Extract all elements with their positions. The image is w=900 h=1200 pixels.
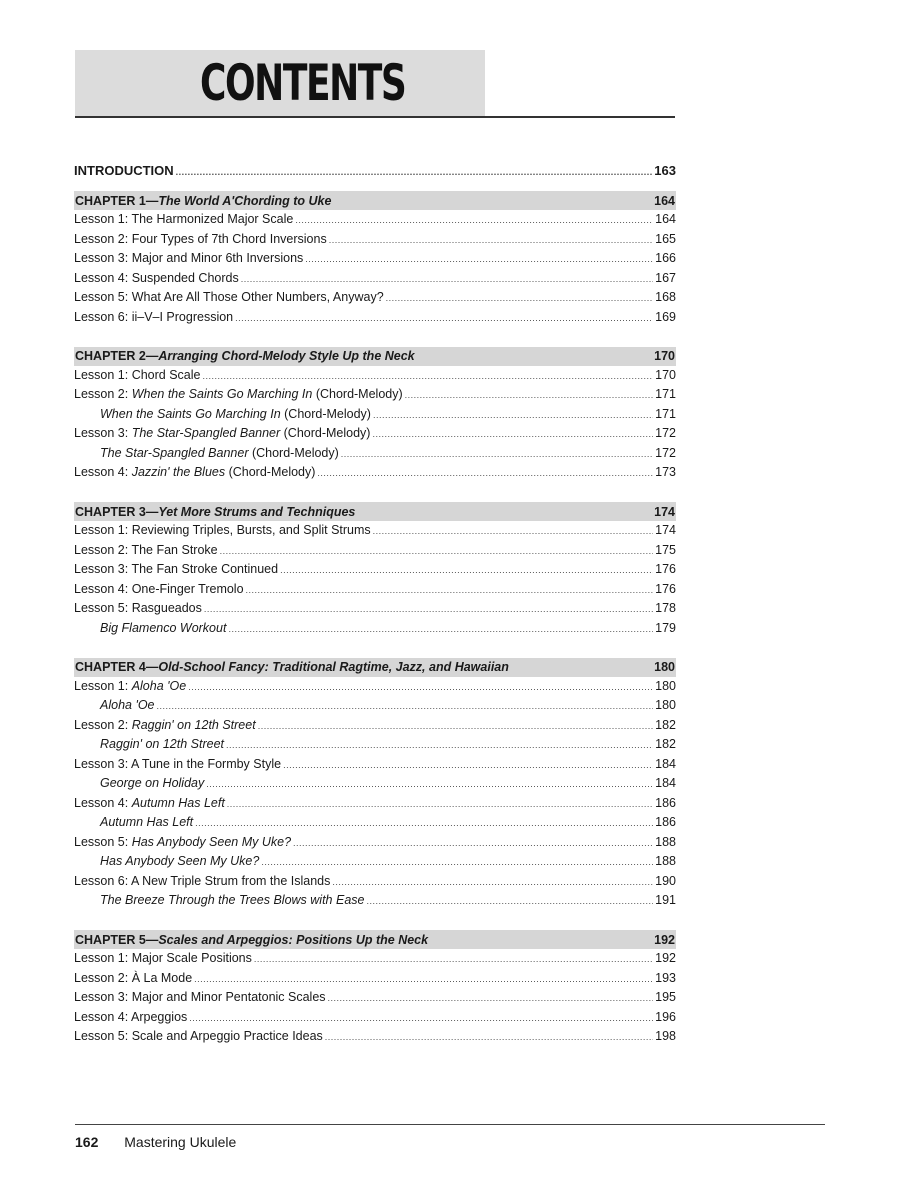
lesson-text: Reviewing Triples, Bursts, and Split Strums [131,523,371,537]
entry-title [74,249,303,269]
toc-entry[interactable] [74,735,676,755]
toc-entry[interactable] [74,249,676,269]
lesson-number: Lesson 2: [74,387,132,401]
entry-page: 182 [655,737,676,751]
introduction-page: 163 [654,163,676,178]
toc-entry[interactable] [74,969,676,989]
dot-leader [258,717,653,737]
lesson-number: Lesson 3: [74,251,132,265]
entry-title [74,269,239,289]
dot-leader [246,581,654,601]
toc-entry[interactable] [74,1008,676,1028]
entry-title [74,872,330,892]
entry-page: 190 [655,873,676,888]
chapter-dash: — [145,932,159,947]
chapter-heading[interactable] [74,502,676,521]
chapter-title [75,933,428,947]
dot-leader [226,736,653,756]
entry-page: 180 [655,678,676,693]
chapter-heading[interactable] [74,347,676,366]
chapter-heading[interactable] [74,930,676,949]
dot-leader [188,678,653,698]
song-title: Raggin' on 12th Street [131,717,256,732]
toc-entry[interactable] [74,385,676,405]
entry-page: 172 [655,426,676,440]
entry-page: 170 [655,367,676,382]
toc-entry[interactable] [74,521,676,541]
entry-title [74,949,252,969]
entry-page: 167 [655,270,676,285]
lesson-number: Lesson 1: [74,523,132,537]
song-title: Raggin' on 12th Street [100,737,224,751]
footer-rule [75,1124,825,1125]
toc-entry[interactable] [74,716,676,736]
song-title: George on Holiday [100,776,205,790]
entry-title [74,463,315,483]
entry-title [74,852,259,872]
dot-leader [386,289,653,309]
toc-entry[interactable] [74,891,676,911]
lesson-number: Lesson 4: [74,270,132,285]
entry-page: 188 [655,854,676,868]
entry-page: 168 [655,290,676,304]
page-title: CONTENTS [200,54,406,112]
entry-title [74,696,155,716]
entry-title [74,288,384,308]
chapter-dash: — [145,504,159,519]
dot-leader [241,270,653,290]
entry-page: 198 [655,1029,676,1043]
lesson-text: Suspended Chords [131,270,239,285]
toc-entry[interactable] [74,619,676,639]
dot-leader [204,600,653,620]
toc-entry[interactable] [74,794,676,814]
lesson-text: Chord Scale [131,367,201,382]
toc-entry[interactable] [74,230,676,250]
toc-entry[interactable] [74,949,676,969]
dot-leader [325,1028,653,1048]
dot-leader [227,795,653,815]
dot-leader [293,834,653,854]
entry-title [74,580,244,600]
dot-leader [280,561,653,581]
entry-page: 174 [655,523,676,537]
entry-page: 191 [655,893,676,907]
lesson-number: Lesson 2: [74,717,132,732]
dot-leader [305,250,653,270]
lesson-number: Lesson 1: [74,951,132,965]
chapter-label: CHAPTER 5 [75,932,146,947]
toc-entry[interactable] [74,405,676,425]
dot-leader [206,775,653,795]
toc-entry[interactable] [74,288,676,308]
toc-entry[interactable] [74,366,676,386]
lesson-text: Four Types of 7th Chord Inversions [131,231,327,246]
toc-entry[interactable] [74,872,676,892]
lesson-text: Major and Minor Pentatonic Scales [131,990,326,1004]
dot-leader [202,367,653,387]
entry-title [74,619,226,639]
entry-page: 195 [655,990,676,1004]
lesson-text: Major Scale Positions [131,951,252,965]
song-title: Aloha 'Oe [131,678,187,693]
entry-page: 182 [655,717,676,732]
entry-page: 180 [655,698,676,712]
chapter-page: 180 [654,660,675,674]
entry-title [74,677,186,697]
entry-title [74,988,326,1008]
entry-title [74,891,364,911]
chapter-page: 170 [654,349,675,363]
dot-leader [228,620,653,640]
dot-leader [372,425,653,445]
footer-page-number: 162 [75,1134,99,1150]
dot-leader [283,756,653,776]
toc-entry[interactable] [74,774,676,794]
entry-page: 179 [655,620,676,635]
toc-entry[interactable] [74,677,676,697]
lesson-text: The Fan Stroke Continued [131,562,279,576]
lesson-number: Lesson 5: [74,601,132,615]
entry-title [74,210,293,230]
lesson-number: Lesson 2: [74,542,132,557]
entry-title [74,385,403,405]
toc-entry[interactable] [74,308,676,328]
toc-entry[interactable] [74,444,676,464]
entry-page: 169 [655,309,676,324]
dot-leader [194,970,653,990]
toc-entry[interactable] [74,1027,676,1047]
entry-title [74,774,204,794]
lesson-number: Lesson 4: [74,1009,131,1024]
song-title: Has Anybody Seen My Uke? [131,834,292,849]
entry-page: 176 [655,581,676,596]
dot-leader [254,950,653,970]
entry-title [74,813,193,833]
lesson-text: (Chord-Melody) [280,406,371,421]
lesson-number: Lesson 4: [74,795,132,810]
chapter-label: CHAPTER 2 [75,349,146,363]
chapter-dash: — [145,349,159,363]
chapter-spacer [74,638,676,658]
lesson-number: Lesson 6: [74,309,132,324]
page-footer [75,1134,236,1150]
entry-title [74,833,291,853]
entry-title [74,1027,323,1047]
chapter-label: CHAPTER 4 [75,660,146,674]
entry-page: 175 [655,542,676,557]
dot-leader [189,1009,653,1029]
lesson-number: Lesson 2: [74,231,132,246]
entry-page: 184 [655,776,676,790]
lesson-number: Lesson 4: [74,581,132,596]
chapter-title [75,194,331,208]
chapter-spacer [74,911,676,931]
chapter-subtitle: Scales and Arpeggios: Positions Up the Neck [158,932,429,947]
entry-title [74,541,218,561]
dot-leader [366,892,653,912]
chapter-subtitle: Old-School Fancy: Traditional Ragtime, Jazz, and Hawaiian [158,660,509,674]
entry-title [74,755,281,775]
lesson-number: Lesson 1: [74,367,132,382]
chapter-heading[interactable] [74,658,676,677]
lesson-text: À La Mode [131,970,193,985]
song-title: Autumn Has Left [100,815,194,829]
entry-title [74,716,256,736]
entry-title [74,308,233,328]
dot-leader [373,522,653,542]
lesson-number: Lesson 3: [74,562,132,576]
chapter-dash: — [145,193,159,208]
lesson-number: Lesson 1: [74,678,132,693]
dot-leader [405,386,653,406]
toc-entry[interactable] [74,560,676,580]
toc-entry[interactable] [74,210,676,230]
lesson-text: The Fan Stroke [131,542,218,557]
lesson-number: Lesson 2: [74,970,132,985]
chapter-page: 174 [654,504,675,519]
chapter-subtitle: The World A'Chording to Uke [158,193,332,208]
dot-leader [328,989,654,1009]
entry-page: 176 [655,562,676,576]
toc-entry[interactable] [74,696,676,716]
entry-page: 173 [655,465,676,479]
entry-title [74,599,202,619]
song-title: When the Saints Go Marching In [100,406,281,421]
entry-page: 178 [655,601,676,615]
toc-entry[interactable] [74,755,676,775]
entry-title [74,366,200,386]
lesson-text: Scale and Arpeggio Practice Ideas [131,1029,323,1043]
dot-leader [235,309,653,329]
toc-entry[interactable] [74,813,676,833]
footer-book-title: Mastering Ukulele [124,1134,237,1150]
toc-entry[interactable] [74,541,676,561]
song-title: The Breeze Through the Trees Blows with Ease [100,893,365,907]
song-title: Big Flamenco Workout [100,620,227,635]
entry-title [74,424,370,444]
lesson-number: Lesson 3: [74,426,132,440]
toc-entry[interactable] [74,599,676,619]
toc-entry[interactable] [74,580,676,600]
lesson-number: Lesson 5: [74,1029,132,1043]
table-of-contents [74,160,676,1047]
chapter-label: CHAPTER 3 [75,504,146,519]
toc-entry[interactable] [74,269,676,289]
dot-leader [329,231,653,251]
song-title: Aloha 'Oe [100,698,155,712]
entry-title [74,444,339,464]
lesson-text: A New Triple Strum from the Islands [131,873,331,888]
toc-entry[interactable] [74,424,676,444]
entry-title [74,521,371,541]
dot-leader [261,853,653,873]
entry-page: 192 [655,951,676,965]
entry-title [74,230,327,250]
entry-page: 186 [655,795,676,810]
lesson-text: The Harmonized Major Scale [131,212,294,226]
chapter-page: 192 [654,932,675,947]
entry-page: 171 [655,387,676,401]
entry-title [74,735,224,755]
lesson-number: Lesson 3: [74,990,132,1004]
dot-leader [195,814,653,834]
dot-leader [332,873,653,893]
dot-leader [220,542,654,562]
lesson-number: Lesson 5: [74,834,132,849]
entry-page: 171 [655,406,676,421]
entry-title [74,794,225,814]
toc-entry[interactable] [74,833,676,853]
toc-entry[interactable] [74,852,676,872]
lesson-text: (Chord-Melody) [225,465,316,479]
toc-introduction[interactable] [74,160,676,182]
chapter-subtitle: Arranging Chord-Melody Style Up the Neck [158,349,415,363]
dot-leader [341,445,653,465]
entry-title [74,969,192,989]
entry-page: 188 [655,834,676,849]
entry-page: 166 [655,251,676,265]
chapter-spacer [74,327,676,347]
dot-leader [373,406,653,426]
lesson-text: (Chord-Melody) [280,426,371,440]
song-title: Jazzin' the Blues [131,465,226,479]
dot-leader [157,697,654,717]
lesson-text: (Chord-Melody) [312,387,403,401]
lesson-number: Lesson 4: [74,465,132,479]
entry-title [74,1008,187,1028]
entry-page: 193 [655,970,676,985]
lesson-text: A Tune in the Formby Style [131,756,282,771]
lesson-text: (Chord-Melody) [248,445,339,460]
lesson-text: What Are All Those Other Numbers, Anyway? [131,290,384,304]
title-rule [75,116,675,118]
dot-leader [176,161,653,183]
dot-leader [317,464,653,484]
entry-page: 172 [655,445,676,460]
chapter-spacer [74,483,676,503]
chapter-heading[interactable] [74,191,676,210]
song-title: Autumn Has Left [131,795,225,810]
lesson-number: Lesson 3: [74,756,131,771]
entry-page: 186 [655,815,676,829]
toc-entry[interactable] [74,988,676,1008]
lesson-number: Lesson 5: [74,290,132,304]
lesson-text: ii–V–I Progression [131,309,234,324]
toc-entry[interactable] [74,463,676,483]
lesson-text: Rasgueados [131,601,202,615]
lesson-text: One-Finger Tremolo [131,581,244,596]
chapter-label: CHAPTER 1 [75,193,146,208]
song-title: The Star-Spangled Banner [100,445,249,460]
lesson-number: Lesson 6: [74,873,131,888]
entry-title [74,405,371,425]
lesson-text: Arpeggios [131,1009,188,1024]
entry-page: 165 [655,231,676,246]
entry-page: 164 [655,212,676,226]
chapter-page: 164 [654,193,675,208]
introduction-label: INTRODUCTION [74,163,174,178]
song-title: When the Saints Go Marching In [131,387,313,401]
chapter-subtitle: Yet More Strums and Techniques [158,504,356,519]
chapter-title [75,349,415,363]
entry-title [74,560,278,580]
chapter-dash: — [145,660,159,674]
chapter-title [75,660,509,674]
song-title: Has Anybody Seen My Uke? [100,854,260,868]
entry-page: 184 [655,756,676,771]
lesson-number: Lesson 1: [74,212,132,226]
chapter-title [75,505,355,519]
entry-page: 196 [655,1009,676,1024]
dot-leader [295,211,653,231]
lesson-text: Major and Minor 6th Inversions [131,251,304,265]
song-title: The Star-Spangled Banner [131,426,281,440]
